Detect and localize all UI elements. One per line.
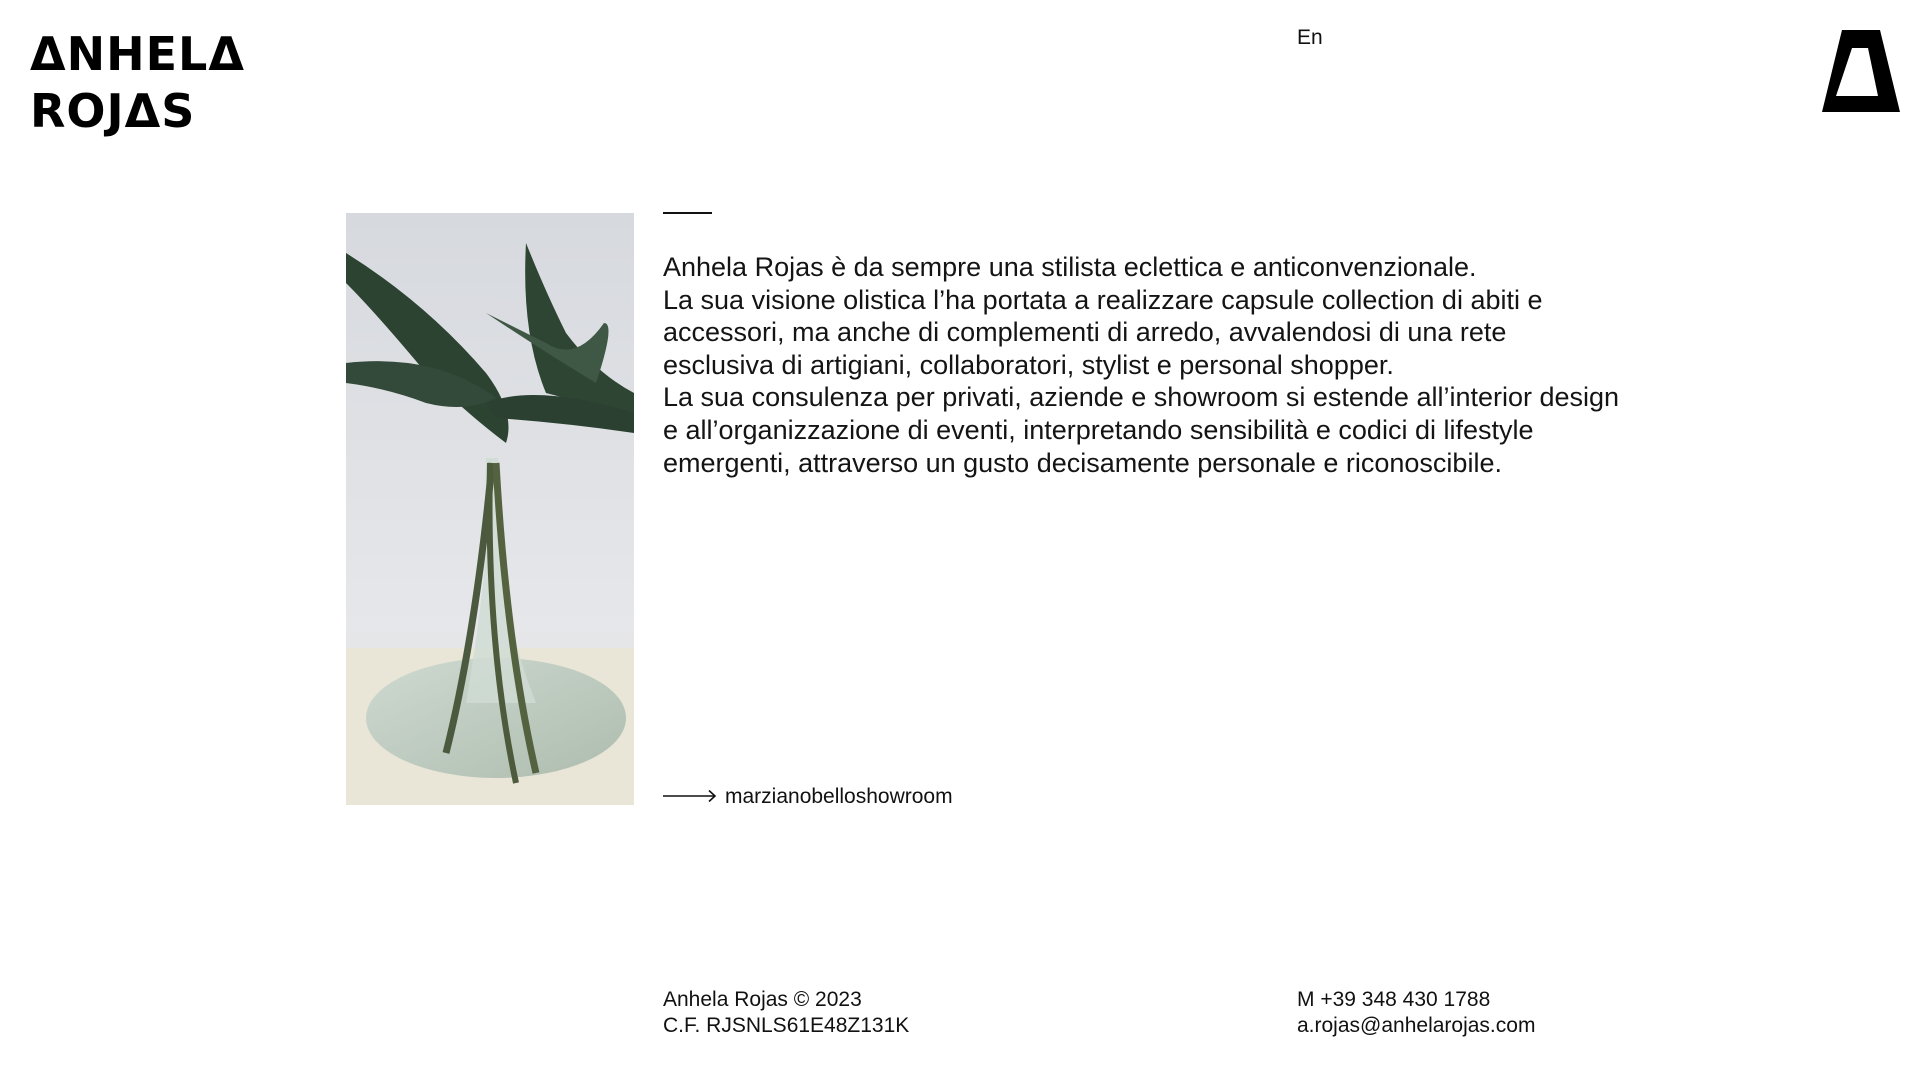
footer-contact <box>1297 987 1535 1039</box>
showroom-link[interactable] <box>663 785 953 809</box>
vase-photo <box>346 213 634 805</box>
email-link[interactable]: a.rojas@anhelarojas.com <box>1297 1014 1536 1037</box>
section-divider <box>663 212 712 214</box>
bio-text <box>663 251 1623 479</box>
phone-link[interactable]: M +39 348 430 1788 <box>1297 988 1491 1011</box>
tax-code-text: C.F. RJSNLS61E48Z131K <box>663 1014 910 1037</box>
bio-paragraph-1: Anhela Rojas è da sempre una stilista eclettica e anticonvenzionale. <box>663 252 1477 282</box>
language-switch-link[interactable]: En <box>1297 26 1323 49</box>
site-logo[interactable] <box>30 26 245 140</box>
footer-legal <box>663 987 909 1039</box>
delta-logo-icon <box>1822 30 1900 112</box>
copyright-text: Anhela Rojas © 2023 <box>663 988 862 1011</box>
showroom-link-label: marzianobelloshowroom <box>725 785 953 808</box>
logo-line-1: ΔNHELΔ <box>30 27 245 81</box>
logo-line-2: ROJΔS <box>30 84 196 138</box>
bio-paragraph-3: La sua consulenza per privati, aziende e showroom si estende all’interior design e all’organizzazione di eventi, interpretando sensibilità e codici di lifestyle emergenti, attraverso un gusto decisamente personale e riconoscibile. <box>663 382 1620 478</box>
bio-paragraph-2: La sua visione olistica l’ha portata a realizzare capsule collection di abiti e accessori, ma anche di complementi di arredo, avvalendosi di una rete esclusiva di artigiani, collaboratori, stylist e personal shopper. <box>663 284 1543 380</box>
arrow-right-icon <box>663 785 725 809</box>
